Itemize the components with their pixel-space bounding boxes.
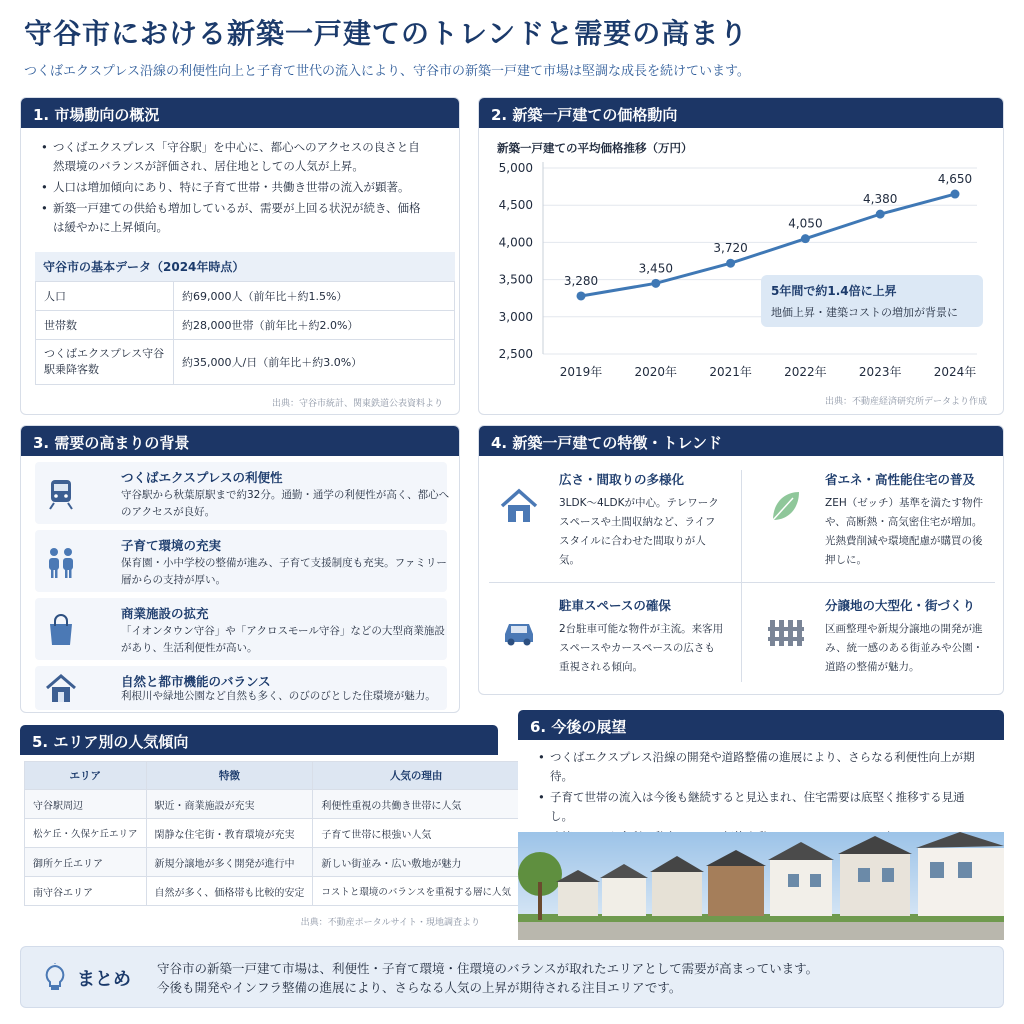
outlook-bullet: • 子育て世帯の流入は今後も継続すると見込まれ、住宅需要は底堅く推移する見通し。 — [538, 788, 986, 826]
trend-item — [479, 466, 729, 584]
trend-item-title: 駐車スペースの確保 — [559, 598, 671, 613]
table-cell-label: つくばエクスプレス守谷駅乗降客数 — [36, 340, 174, 385]
column-header: 特徴 — [146, 762, 313, 790]
x-tick-label: 2022年 — [784, 365, 827, 379]
basic-data-title: 守谷市の基本データ（2024年時点） — [35, 252, 455, 281]
table-row — [25, 790, 520, 819]
data-point — [876, 210, 885, 219]
price-line-chart — [479, 128, 1005, 388]
table-cell: 南守谷エリア — [25, 877, 147, 906]
data-label: 4,380 — [863, 192, 898, 207]
table-cell: 松ケ丘・久保ケ丘エリア — [25, 819, 147, 848]
table-cell: 自然が多く、価格帯も比較的安定 — [146, 877, 313, 906]
data-point — [801, 234, 810, 243]
table-cell: 守谷駅周辺 — [25, 790, 147, 819]
demand-item-text: 「イオンタウン守谷」や「アクロスモール守谷」などの大型商業施設があり、生活利便性が高い。 — [121, 625, 445, 654]
summary-text — [157, 959, 997, 997]
outlook-heading: 6. 今後の展望 — [518, 710, 1004, 740]
house-icon — [499, 486, 539, 526]
market-overview-heading: 1. 市場動向の概況 — [21, 98, 459, 128]
trend-item-text: ZEH（ゼッチ）基準を満たす物件や、高断熱・高気密住宅が増加。光熱費削減や環境配慮が購買の後押しに。 — [825, 497, 984, 566]
divider — [741, 470, 742, 682]
demand-item-title: 商業施設の拡充 — [121, 606, 209, 621]
trend-item — [745, 466, 995, 584]
table-cell-value: 約69,000人（前年比＋約1.5%） — [174, 282, 455, 311]
demand-item-title: 子育て環境の充実 — [121, 538, 222, 553]
x-tick-label: 2023年 — [858, 365, 902, 379]
callout-headline: 5年間で約1.4倍に上昇 — [771, 284, 897, 298]
housing-photo — [518, 832, 1004, 940]
outlook-bullet: • つくばエクスプレス沿線の開発や道路整備の進展により、さらなる利便性向上が期待。 — [538, 748, 986, 786]
table-cell-label: 世帯数 — [36, 311, 174, 340]
trend-item-title: 分譲地の大型化・街づくり — [825, 598, 976, 613]
car-icon — [499, 612, 539, 652]
table-cell: 子育て世帯に根強い人気 — [313, 819, 520, 848]
family-icon — [43, 544, 79, 580]
trend-item-title: 省エネ・高性能住宅の普及 — [825, 472, 976, 487]
column-header: エリア — [25, 762, 147, 790]
table-cell: 駅近・商業施設が充実 — [146, 790, 313, 819]
table-row — [36, 282, 455, 311]
column-header: 人気の理由 — [313, 762, 520, 790]
outlook-panel — [518, 710, 1004, 940]
summary-line: 守谷市の新築一戸建て市場は、利便性・子育て環境・住環境のバランスが取れたエリアとして需要が高まっています。 — [157, 961, 819, 976]
features-trends-panel — [478, 425, 1004, 695]
data-point — [726, 259, 735, 268]
y-tick-label: 3,000 — [498, 309, 533, 324]
demand-item — [35, 530, 447, 592]
area-popularity-panel — [20, 725, 512, 933]
trend-item-title: 広さ・間取りの多様化 — [559, 472, 685, 487]
train-icon — [43, 476, 79, 512]
demand-item-text: 守谷駅から秋葉原駅まで約32分。通勤・通学の利便性が高く、都心へのアクセスが良好。 — [121, 489, 450, 518]
table-row — [36, 311, 455, 340]
summary-label: まとめ — [77, 969, 131, 990]
data-point — [577, 291, 586, 300]
demand-item — [35, 598, 447, 660]
market-bullet: • つくばエクスプレス「守谷駅」を中心に、都心へのアクセスの良さと自然環境のバランスが評価され、居住地としての人気が上昇。 — [41, 138, 421, 176]
summary-box — [20, 946, 1004, 1008]
chart-title: 新築一戸建ての平均価格推移（万円） — [497, 141, 693, 155]
demand-item — [35, 462, 450, 524]
table-row — [36, 340, 455, 385]
market-source: 出典：守谷市統計、関東鉄道公表資料より — [271, 399, 443, 409]
chart-callout — [761, 275, 983, 327]
demand-item-text: 保育園・小中学校の整備が進み、子育て支援制度も充実。ファミリー層からの支持が厚い。 — [121, 557, 447, 586]
table-cell-label: 人口 — [36, 282, 174, 311]
demand-item-text: 利根川や緑地公園など自然も多く、のびのびとした住環境が魅力。 — [121, 690, 436, 702]
table-cell-value: 約35,000人/日（前年比＋約3.0%） — [174, 340, 455, 385]
y-tick-label: 4,500 — [498, 198, 533, 213]
table-cell: 新しい街並み・広い敷地が魅力 — [313, 848, 520, 877]
table-row — [25, 848, 520, 877]
trend-item-text: 2台駐車可能な物件が主流。来客用スペースやカースペースの広さも重視される傾向。 — [559, 623, 724, 673]
y-tick-label: 3,500 — [498, 272, 533, 287]
lightbulb-icon — [41, 963, 69, 993]
leaf-icon — [765, 486, 805, 526]
x-tick-label: 2021年 — [709, 365, 752, 379]
y-tick-label: 5,000 — [498, 161, 533, 175]
trend-item-text: 区画整理や新規分譲地の開発が進み、統一感のある街並みや公園・道路の整備が魅力。 — [825, 623, 984, 673]
x-tick-label: 2024年 — [933, 365, 977, 379]
table-row — [25, 819, 520, 848]
shopping-bag-icon — [43, 612, 79, 648]
price-source: 出典：不動産経済研究所データより作成 — [824, 397, 987, 407]
area-source: 出典：不動産ポータルサイト・現地調査より — [300, 918, 480, 928]
area-table — [24, 761, 520, 906]
market-bullet: • 人口は増加傾向にあり、特に子育て世帯・共働き世帯の流入が顕著。 — [41, 178, 441, 197]
basic-data-table — [35, 252, 455, 385]
table-cell: 御所ケ丘エリア — [25, 848, 147, 877]
demand-item-title: 自然と都市機能のバランス — [121, 674, 271, 689]
demand-item — [35, 666, 447, 710]
data-label: 3,280 — [563, 273, 599, 288]
fence-icon — [765, 612, 805, 652]
data-point — [651, 279, 660, 288]
market-overview-panel — [20, 97, 460, 415]
area-heading: 5. エリア別の人気傾向 — [20, 725, 498, 755]
table-cell: 利便性重視の共働き世帯に人気 — [313, 790, 520, 819]
page-title: 守谷市における新築一戸建てのトレンドと需要の高まり — [24, 17, 749, 50]
trend-item — [745, 592, 995, 710]
table-cell-value: 約28,000世帯（前年比＋約2.0%） — [174, 311, 455, 340]
data-label: 4,650 — [937, 172, 973, 187]
page-subtitle: つくばエクスプレス沿線の利便性向上と子育て世代の流入により、守谷市の新築一戸建て市場は堅調な成長を続けています。 — [24, 64, 750, 79]
table-cell: コストと環境のバランスを重視する層に人気 — [313, 877, 520, 906]
data-label: 4,050 — [788, 216, 823, 231]
house-icon — [43, 670, 79, 706]
table-cell: 新規分譲地が多く開発が進行中 — [146, 848, 313, 877]
demand-item-title: つくばエクスプレスの利便性 — [121, 470, 283, 485]
callout-note: 地価上昇・建築コストの増加が背景に — [771, 306, 958, 319]
y-tick-label: 2,500 — [498, 347, 533, 361]
market-bullets — [21, 128, 459, 237]
price-trend-heading: 2. 新築一戸建ての価格動向 — [479, 98, 1003, 128]
summary-line: 今後も開発やインフラ整備の進展により、さらなる人気の上昇が期待される注目エリアです。 — [157, 980, 682, 995]
y-tick-label: 4,000 — [498, 235, 533, 250]
x-tick-label: 2020年 — [634, 365, 678, 379]
data-label: 3,720 — [713, 241, 748, 256]
trend-item — [479, 592, 729, 710]
price-trend-panel — [478, 97, 1004, 415]
table-row — [25, 877, 520, 906]
table-cell: 閑静な住宅街・教育環境が充実 — [146, 819, 313, 848]
table-header-row — [25, 762, 520, 790]
market-bullet: • 新築一戸建ての供給も増加しているが、需要が上回る状況が続き、価格は緩やかに上昇傾向。 — [41, 199, 431, 237]
data-point — [951, 190, 960, 199]
demand-background-panel — [20, 425, 460, 713]
x-tick-label: 2019年 — [559, 365, 603, 379]
trend-item-text: 3LDK〜4LDKが中心。テレワークスペースや土間収納など、ライフスタイルに合わせた間取りが人気。 — [559, 497, 719, 566]
data-label: 3,450 — [638, 261, 673, 276]
features-heading: 4. 新築一戸建ての特徴・トレンド — [479, 426, 1003, 456]
demand-heading: 3. 需要の高まりの背景 — [21, 426, 459, 456]
